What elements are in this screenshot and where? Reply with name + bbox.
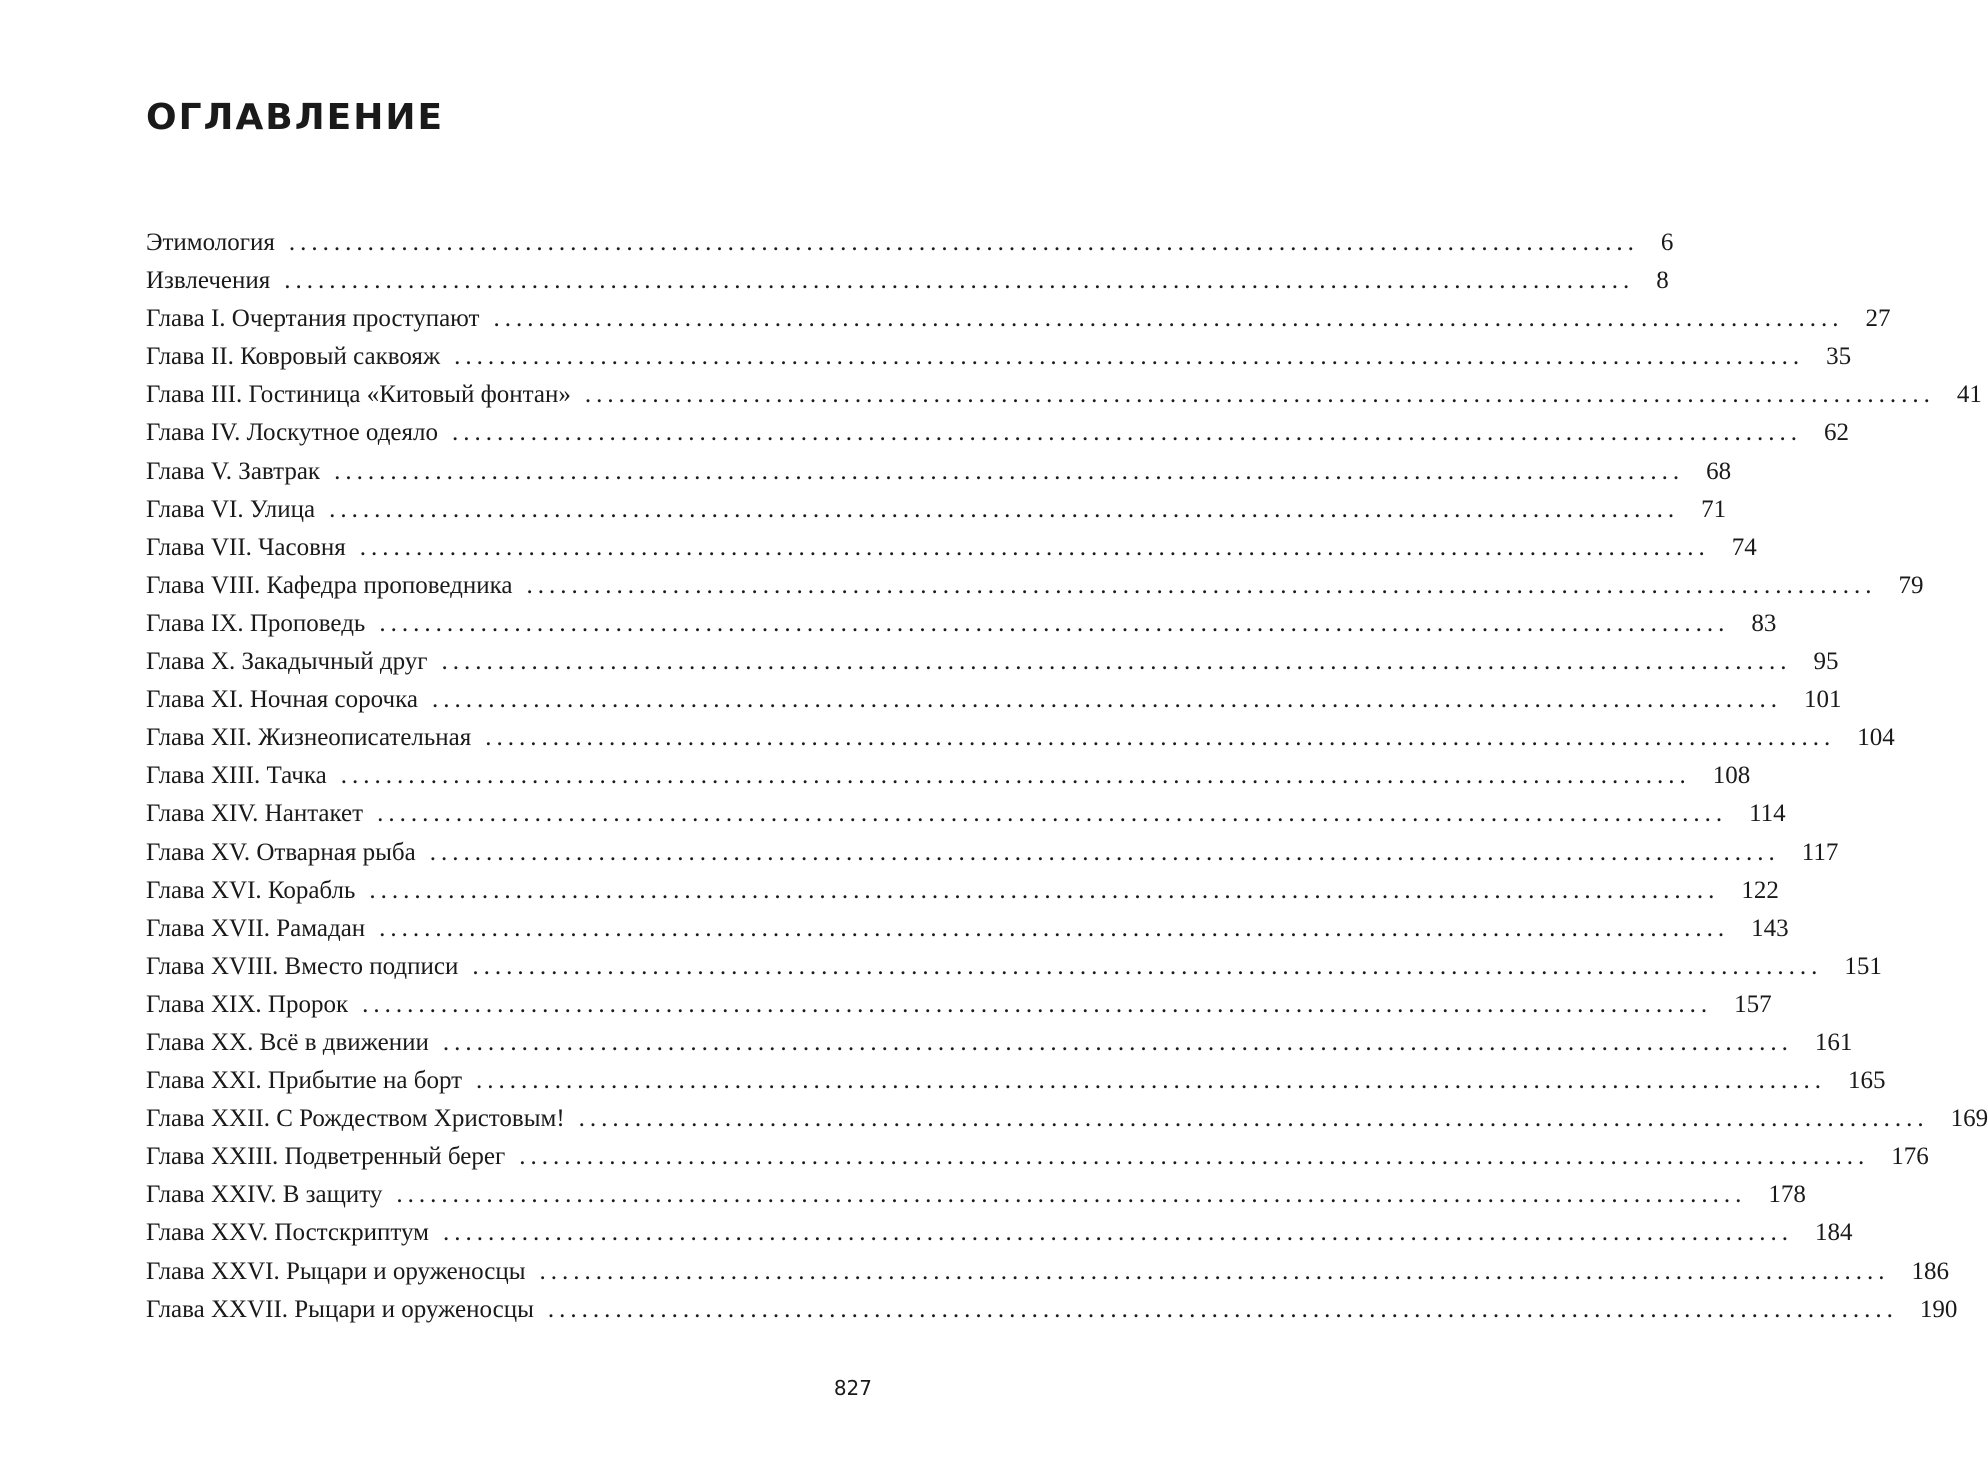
toc-entry[interactable] — [146, 834, 1839, 872]
toc-entry-title: Глава XV. Отварная рыба — [146, 838, 416, 866]
toc-entry-page-number: 79 — [1898, 571, 1924, 599]
toc-entry[interactable] — [146, 376, 1982, 414]
toc-entry-title: Глава VI. Улица — [146, 495, 316, 523]
toc-entry-leader-dots: ........................................................................................................................ — [547, 1295, 1898, 1323]
toc-entry[interactable] — [146, 224, 1674, 262]
toc-entry-title: Глава XIX. Пророк — [146, 990, 349, 1018]
toc-entry[interactable] — [146, 1024, 1853, 1062]
toc-entry-leader-dots: ........................................................................................................................ — [452, 419, 1802, 447]
toc-entry-leader-dots: ........................................................................................................................ — [369, 876, 1720, 904]
toc-entry[interactable] — [146, 605, 1777, 643]
toc-entry[interactable] — [146, 719, 1895, 757]
toc-entry-page-number: 74 — [1731, 533, 1757, 561]
toc-entry-leader-dots: ........................................................................................................................ — [340, 762, 1691, 790]
toc-entry-page-number: 6 — [1660, 229, 1674, 256]
toc-entry-leader-dots: ........................................................................................................................ — [485, 724, 1836, 752]
toc-entry-title: Глава XXIII. Подветренный берег — [146, 1143, 506, 1171]
toc-entry-title: Глава XXVII. Рыцари и оруженосцы — [146, 1295, 534, 1323]
toc-entry-leader-dots: ........................................................................................................................ — [284, 267, 1635, 295]
toc-entry-title: Глава XXII. С Рождеством Христовым! — [146, 1105, 565, 1133]
toc-entry-title: Глава VII. Часовня — [146, 533, 346, 561]
toc-entry[interactable] — [146, 529, 1757, 567]
toc-entry-page-number: 108 — [1712, 762, 1751, 790]
toc-entry-title: Глава XIII. Тачка — [146, 762, 327, 790]
toc-entry-title: Глава XIV. Нантакет — [146, 800, 364, 828]
toc-entry[interactable] — [146, 1176, 1806, 1214]
toc-entry[interactable] — [146, 491, 1727, 529]
toc-entry[interactable] — [146, 1253, 1950, 1291]
toc-entry-leader-dots: ........................................................................................................................ — [578, 1105, 1929, 1133]
toc-entry-title: Этимология — [146, 229, 275, 256]
toc-entry[interactable] — [146, 643, 1839, 681]
toc-entry-leader-dots: ........................................................................................................................ — [442, 1028, 1793, 1056]
toc-entry-leader-dots: ........................................................................................................................ — [476, 1067, 1827, 1095]
toc-entry-title: Глава II. Ковровый саквояж — [146, 343, 441, 371]
toc-entry[interactable] — [146, 1138, 1929, 1176]
toc-entry-leader-dots: ........................................................................................................................ — [359, 533, 1710, 561]
toc-entry-page-number: 68 — [1706, 457, 1732, 485]
toc-entry-page-number: 71 — [1701, 495, 1727, 523]
toc-entry-leader-dots: ........................................................................................................................ — [379, 609, 1730, 637]
toc-entry-title: Глава I. Очертания проступают — [146, 305, 480, 333]
toc-entry-page-number: 165 — [1848, 1067, 1886, 1095]
toc-entry-leader-dots: ........................................................................................................................ — [539, 1257, 1890, 1285]
toc-entry-page-number: 62 — [1824, 419, 1849, 447]
toc-entry-leader-dots: ........................................................................................................................ — [519, 1143, 1870, 1171]
toc-entry-page-number: 35 — [1826, 343, 1852, 371]
toc-entry-page-number: 143 — [1751, 914, 1789, 942]
toc-entry-leader-dots: ........................................................................................................................ — [429, 838, 1780, 866]
toc-entry-title: Глава X. Закадычный друг — [146, 648, 428, 676]
toc-entry-title: Извлечения — [146, 267, 271, 295]
toc-entry-page-number: 101 — [1803, 686, 1842, 714]
toc-entry-leader-dots: ........................................................................................................................ — [443, 1219, 1793, 1247]
toc-entry[interactable] — [146, 948, 1882, 986]
toc-entry-page-number: 122 — [1741, 876, 1779, 904]
toc-entry-page-number: 95 — [1813, 648, 1839, 676]
toc-entry[interactable] — [146, 872, 1779, 910]
toc-entry[interactable] — [146, 1062, 1886, 1100]
toc-entry-leader-dots: ........................................................................................................................ — [493, 305, 1844, 333]
toc-entry-page-number: 117 — [1801, 838, 1839, 866]
toc-entry[interactable] — [146, 414, 1849, 452]
toc-entry[interactable] — [146, 1291, 1958, 1329]
toc-entry-leader-dots: ........................................................................................................................ — [396, 1181, 1747, 1209]
toc-entry-leader-dots: ........................................................................................................................ — [526, 571, 1877, 599]
toc-entry-leader-dots: ........................................................................................................................ — [377, 800, 1728, 828]
toc-entry-page-number: 151 — [1844, 952, 1882, 980]
toc-entry-leader-dots: ........................................................................................................................ — [329, 495, 1680, 523]
toc-entry-page-number: 83 — [1751, 609, 1777, 637]
toc-entry-title: Глава XVIII. Вместо подписи — [146, 952, 459, 980]
toc-entry-leader-dots: ........................................................................................................................ — [334, 457, 1685, 485]
toc-entry-title: Глава IX. Проповедь — [146, 609, 366, 637]
toc-entry-title: Глава XI. Ночная сорочка — [146, 686, 418, 714]
toc-entry-page-number: 161 — [1814, 1028, 1853, 1056]
page-title: ОГЛАВЛЕНИЕ — [146, 97, 445, 138]
toc-entry[interactable] — [146, 910, 1789, 948]
toc-entry-title: Глава XXIV. В защиту — [146, 1181, 383, 1209]
toc-entry-title: Глава VIII. Кафедра проповедника — [146, 571, 513, 599]
toc-entry-page-number: 27 — [1865, 305, 1891, 333]
toc-entry-page-number: 186 — [1911, 1257, 1950, 1285]
toc-entry-title: Глава IV. Лоскутное одеяло — [146, 419, 438, 447]
toc-entry[interactable] — [146, 300, 1891, 338]
toc-entry[interactable] — [146, 567, 1924, 605]
toc-entry[interactable] — [146, 757, 1751, 795]
toc-entry-leader-dots: ........................................................................................................................ — [288, 229, 1639, 256]
toc-entry-page-number: 157 — [1734, 990, 1772, 1018]
toc-entry-page-number: 190 — [1919, 1295, 1958, 1323]
toc-entry-title: Глава V. Завтрак — [146, 457, 321, 485]
toc-entry-leader-dots: ........................................................................................................................ — [379, 914, 1730, 942]
toc-entry-title: Глава XII. Жизнеописательная — [146, 724, 472, 752]
toc-entry[interactable] — [146, 1214, 1853, 1252]
toc-entry-title: Глава XX. Всё в движении — [146, 1028, 429, 1056]
toc-entry-title: Глава XXI. Прибытие на борт — [146, 1067, 463, 1095]
toc-entry-leader-dots: ........................................................................................................................ — [431, 686, 1782, 714]
table-of-contents — [146, 224, 1988, 1329]
toc-entry-page-number: 104 — [1857, 724, 1895, 752]
page-number: 827 — [833, 1376, 872, 1400]
toc-entry-leader-dots: ........................................................................................................................ — [454, 343, 1805, 371]
toc-entry[interactable] — [146, 338, 1852, 376]
toc-entry-title: Глава III. Гостиница «Китовый фонтан» — [146, 381, 571, 409]
toc-entry-page-number: 169 — [1950, 1105, 1988, 1133]
toc-entry-page-number: 178 — [1768, 1181, 1806, 1209]
toc-entry[interactable] — [146, 453, 1732, 491]
toc-entry-page-number: 176 — [1891, 1143, 1929, 1171]
toc-entry-page-number: 184 — [1815, 1219, 1853, 1247]
toc-entry-leader-dots: ........................................................................................................................ — [584, 381, 1935, 409]
toc-entry-page-number: 8 — [1656, 267, 1669, 295]
toc-entry-leader-dots: ........................................................................................................................ — [441, 648, 1792, 676]
toc-entry-title: Глава XVII. Рамадан — [146, 914, 366, 942]
toc-entry[interactable] — [146, 262, 1669, 300]
toc-entry-title: Глава XXVI. Рыцари и оруженосцы — [146, 1257, 526, 1285]
toc-entry[interactable] — [146, 795, 1786, 833]
toc-entry-page-number: 114 — [1749, 800, 1786, 828]
toc-entry-leader-dots: ........................................................................................................................ — [472, 952, 1823, 980]
toc-entry-title: Глава XXV. Постскриптум — [146, 1219, 429, 1247]
toc-entry-title: Глава XVI. Корабль — [146, 876, 356, 904]
toc-entry[interactable] — [146, 1100, 1988, 1138]
toc-entry-page-number: 41 — [1956, 381, 1982, 409]
toc-entry-leader-dots: ........................................................................................................................ — [362, 990, 1713, 1018]
toc-entry[interactable] — [146, 681, 1842, 719]
toc-entry[interactable] — [146, 986, 1772, 1024]
